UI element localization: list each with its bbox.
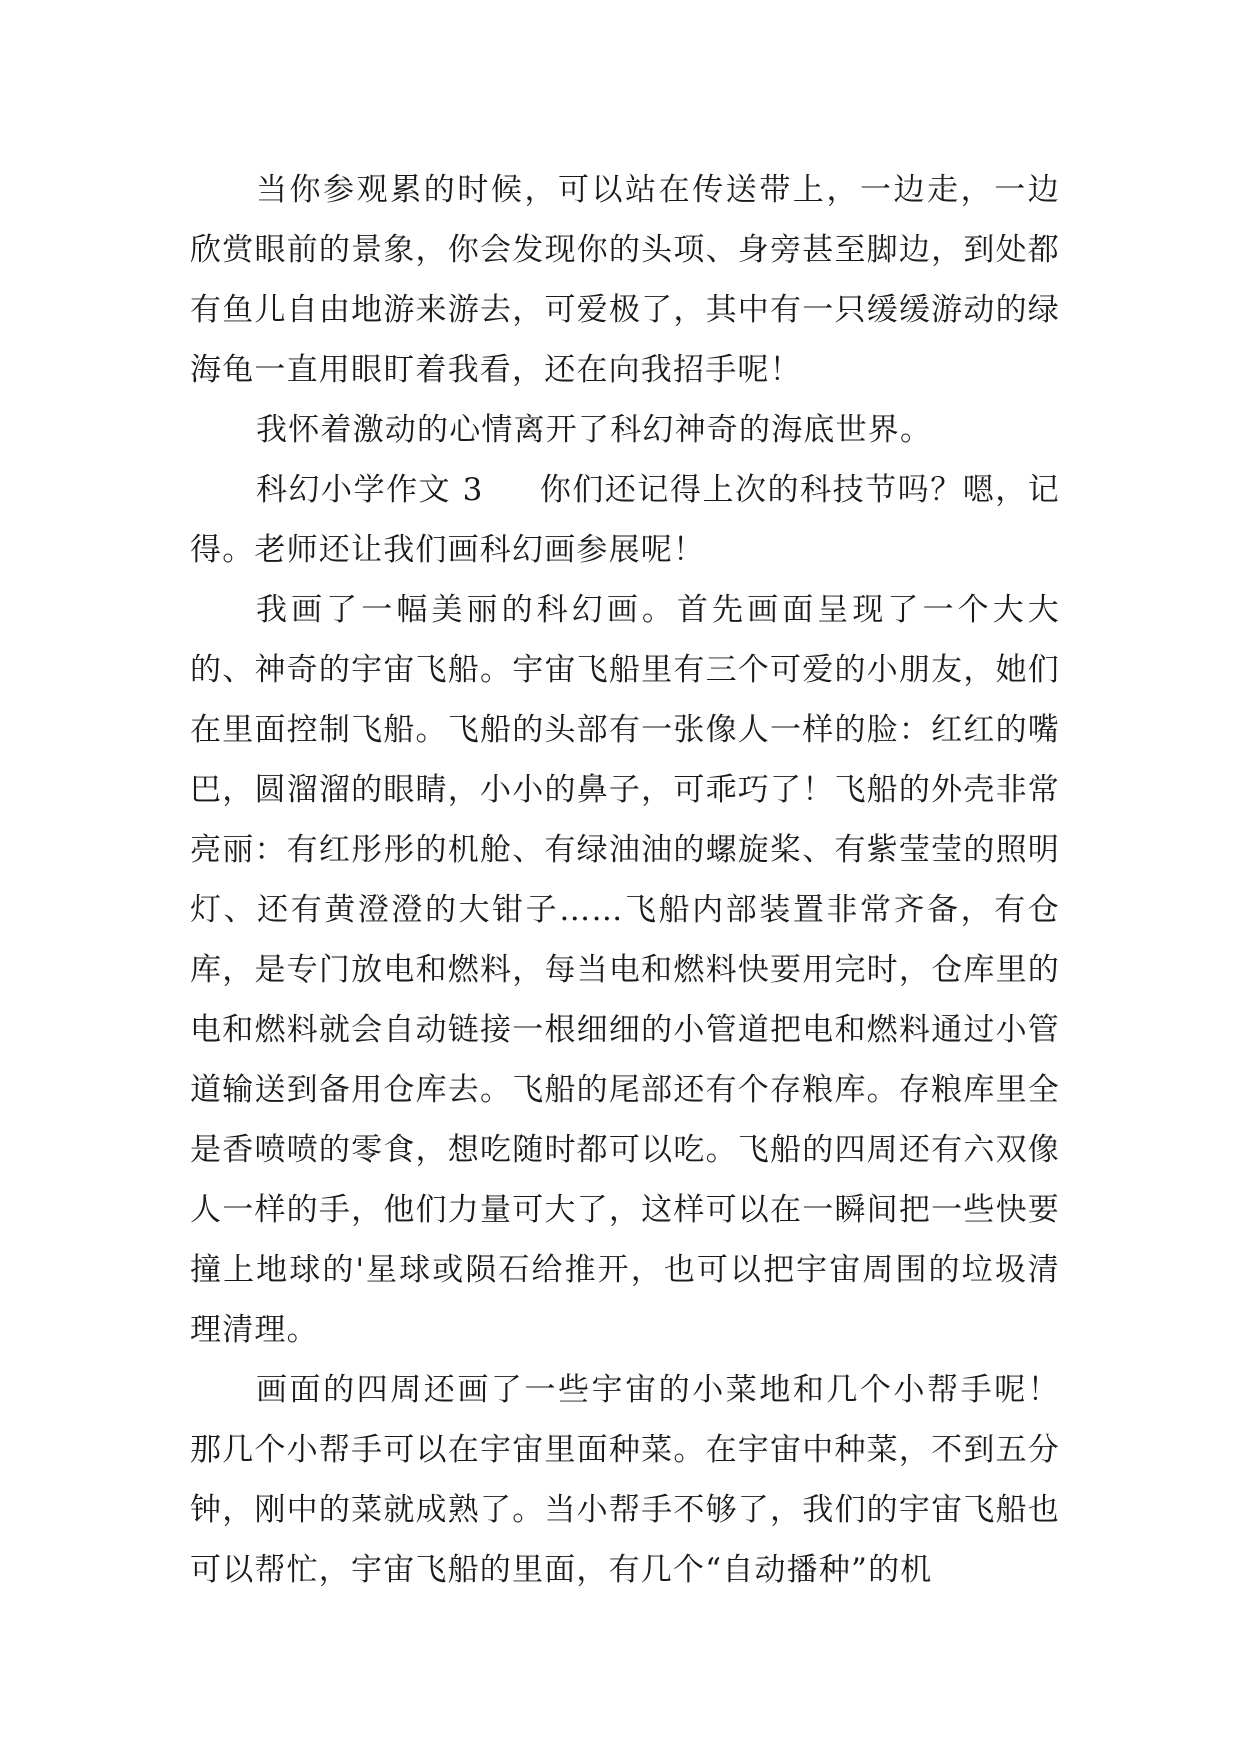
paragraph-2: 我怀着激动的心情离开了科幻神奇的海底世界。 (256, 412, 933, 448)
paragraph-1: 当你参观累的时候，可以站在传送带上，一边走，一边欣赏眼前的景象，你会发现你的头项、身旁甚至脚边，到处都有鱼儿自由地游来游去，可爱极了，其中有一只缓缓游动的绿海龟一直用眼盯着我看，还在向我招手呢！ (190, 172, 1060, 388)
paragraph-3: 我画了一幅美丽的科幻画。首先画面呈现了一个大大的、神奇的宇宙飞船。宇宙飞船里有三个可爱的小朋友，她们在里面控制飞船。飞船的头部有一张像人一样的脸：红红的嘴巴，圆溜溜的眼睛，小小的鼻子，可乖巧了！飞船的外壳非常亮丽：有红彤彤的机舱、有绿油油的螺旋桨、有紫莹莹的照明灯、还有黄澄澄的大钳子……飞船内部装置非常齐备，有仓库，是专门放电和燃料，每当电和燃料快要用完时，仓库里的电和燃料就会自动链接一根细细的小管道把电和燃料通过小管道输送到备用仓库去。飞船的尾部还有个存粮库。存粮库里全是香喷喷的零食，想吃随时都可以吃。飞船的四周还有六双像人一样的手，他们力量可大了，这样可以在一瞬间把一些快要撞上地球的'星球或陨石给推开，也可以把宇宙周围的垃圾清理清理。 (190, 592, 1060, 1348)
document-page (190, 160, 1060, 1600)
section-paragraph (190, 460, 1060, 580)
paragraph-4: 画面的四周还画了一些宇宙的小菜地和几个小帮手呢！那几个小帮手可以在宇宙里面种菜。在宇宙中种菜，不到五分钟，刚中的菜就成熟了。当小帮手不够了，我们的宇宙飞船也可以帮忙，宇宙飞船的里面，有几个“自动播种”的机 (190, 1372, 1060, 1588)
section-first-text: 你们还记得上次的科技节吗？嗯，记得。老师还让我们画科幻画参展呢！ (190, 472, 1060, 568)
section-heading: 科幻小学作文 3 (256, 472, 484, 508)
